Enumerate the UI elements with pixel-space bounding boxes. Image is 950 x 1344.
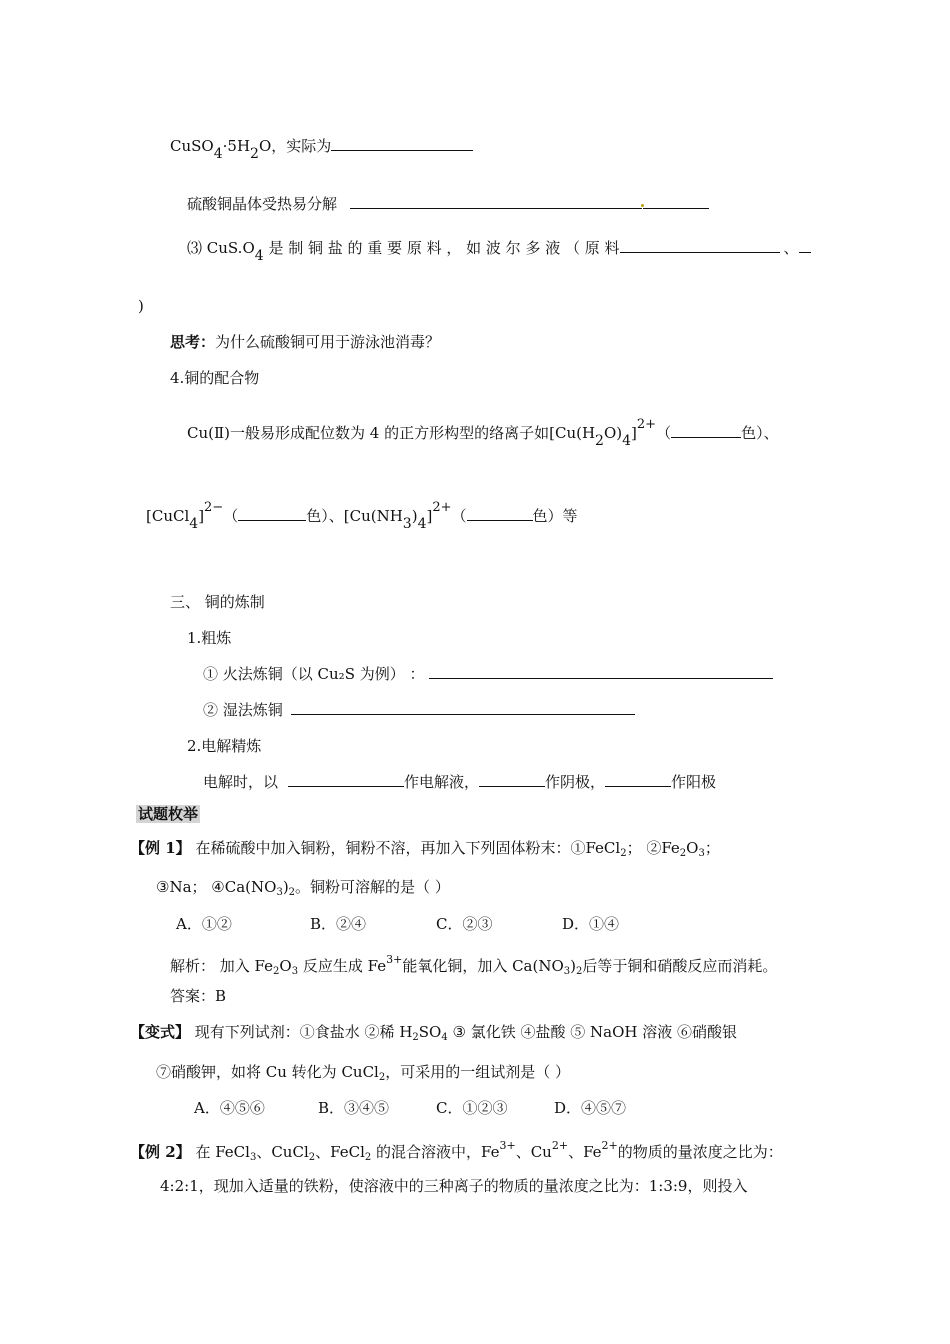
decompose-line	[187, 194, 709, 214]
text: )	[138, 297, 144, 315]
superscript: 2−	[204, 500, 224, 515]
subscript: 2	[412, 1032, 419, 1043]
subscript: 3	[698, 848, 705, 859]
example-1-line-2	[156, 877, 450, 903]
example-1-options	[176, 914, 619, 934]
think-line	[170, 332, 440, 352]
text: 电解时，以	[203, 773, 279, 791]
text: 、Fe	[568, 1143, 602, 1161]
text: ，可采用的一组试剂是（ ）	[385, 1063, 571, 1081]
example-tag: 【例 2】	[130, 1143, 191, 1161]
answer-blank[interactable]	[479, 772, 545, 787]
text: O)	[603, 424, 623, 442]
answer-blank[interactable]	[605, 772, 671, 787]
subscript: 2	[595, 433, 604, 449]
text: )	[411, 507, 418, 525]
text: 4:2:1，现加入适量的铁粉，使溶液中的三种离子的物质的量浓度之比为：1:3:9，则投入	[160, 1177, 748, 1195]
example-2-line-2	[160, 1176, 747, 1196]
text: （	[656, 424, 672, 442]
color-blank[interactable]	[671, 423, 741, 438]
text: 。铜粉可溶解的是（ ）	[295, 878, 450, 896]
text: Cu(Ⅱ)一般易形成配位数为 4 的正方形构型的络离子如[Cu(H	[187, 424, 596, 442]
superscript: 3+	[386, 953, 403, 966]
subscript: 4	[189, 516, 199, 532]
subscript: 3	[402, 516, 412, 532]
example-1-line-1	[130, 838, 720, 864]
text: ③Na； ④Ca(NO	[156, 878, 277, 896]
answer-blank[interactable]	[331, 136, 473, 151]
text: （	[451, 507, 467, 525]
subscript: 2	[250, 146, 259, 162]
text: ② 湿法炼铜	[203, 701, 283, 719]
text: ；	[704, 839, 720, 857]
subscript: 2	[364, 1152, 372, 1163]
subscript: 3	[249, 1152, 257, 1163]
text: ]	[631, 424, 637, 442]
cuso4-hydrate-line	[170, 136, 473, 164]
superscript: 3+	[499, 1139, 516, 1152]
text: ⑦硝酸钾，如将 Cu 转化为 CuCl	[156, 1063, 379, 1081]
subscript: 2	[576, 966, 583, 977]
answer-blank[interactable]	[288, 772, 404, 787]
text: 色）、	[741, 424, 779, 442]
variant-line-2	[156, 1062, 570, 1088]
electro-line	[203, 772, 716, 792]
text: 、FeCl	[315, 1143, 365, 1161]
example-2-line-1	[130, 1136, 783, 1168]
text: 作阴极，	[545, 773, 606, 791]
text: 作阳极	[671, 773, 717, 791]
subscript: 4	[417, 516, 427, 532]
superscript: 2+	[551, 1139, 569, 1152]
subscript: 4	[622, 433, 632, 449]
wet-refining-line	[203, 700, 635, 720]
text: 现有下列试剂：①食盐水 ②稀 H	[190, 1023, 413, 1041]
answer-blank[interactable]	[620, 238, 780, 253]
answer: 答案：B	[170, 987, 227, 1005]
example-1-analysis	[170, 950, 777, 982]
subscript: 3	[291, 966, 299, 977]
text: 是 制 铜 盐 的 重 要 原 料 ， 如 波 尔 多 液 （ 原 料	[268, 239, 620, 257]
section-label	[136, 804, 200, 824]
highlighted-label: 试题枚举	[138, 805, 199, 823]
subscript: 2	[273, 966, 280, 977]
example-1-answer	[170, 986, 226, 1006]
refining-heading	[170, 592, 265, 612]
complex-heading	[170, 368, 259, 388]
think-label: 思考：	[170, 333, 216, 351]
text: 解析： 加入 Fe	[170, 957, 274, 975]
option-b[interactable]: B．②④	[310, 915, 367, 933]
text: 在 FeCl	[190, 1143, 250, 1161]
separator: 、	[783, 239, 799, 257]
text: 的混合溶液中，Fe	[371, 1143, 500, 1161]
option-b[interactable]: B．③④⑤	[318, 1099, 390, 1117]
heading: 2.电解精炼	[187, 737, 262, 755]
answer-blank[interactable]	[799, 238, 811, 253]
text: CuS.O	[206, 239, 255, 257]
text: 色）、[Cu(NH	[306, 507, 403, 525]
heading: 三、 铜的炼制	[170, 593, 265, 611]
superscript: 2+	[636, 417, 657, 432]
text: 为什么硫酸铜可用于游泳池消毒？	[215, 333, 441, 351]
text: )	[570, 957, 577, 975]
example-tag: 【例 1】	[130, 839, 191, 857]
subscript: 2	[679, 848, 687, 859]
superscript: 2+	[432, 500, 452, 515]
text: O	[279, 957, 292, 975]
text: ]	[198, 507, 205, 525]
option-a[interactable]: A．④⑤⑥	[194, 1099, 265, 1117]
complex-line-1	[187, 415, 779, 451]
subscript: 2	[378, 1072, 386, 1083]
subscript: 3	[276, 887, 283, 898]
variant-options	[194, 1098, 626, 1118]
rough-heading	[187, 628, 231, 648]
text: ·5H	[222, 137, 251, 155]
text: 后等于铜和硝酸反应而消耗。	[582, 957, 778, 975]
heading: 4.铜的配合物	[170, 369, 260, 387]
subscript: 2	[288, 887, 296, 898]
subscript: 2	[308, 1152, 316, 1163]
option-d[interactable]: D．①④	[562, 915, 620, 933]
subscript: 2	[620, 848, 627, 859]
text: O	[686, 839, 699, 857]
electro-heading	[187, 736, 261, 756]
text: 作电解液，	[404, 773, 480, 791]
fire-refining-line	[203, 664, 773, 684]
color-blank[interactable]	[238, 506, 306, 521]
text: SO	[418, 1023, 442, 1041]
answer-blank[interactable]	[429, 664, 773, 679]
variant-tag: 【变式】	[130, 1023, 191, 1041]
subscript: 4	[254, 248, 264, 264]
text: 、CuCl	[256, 1143, 309, 1161]
text: 反应生成 Fe	[298, 957, 387, 975]
text: ③ 氯化铁 ④盐酸 ⑤ NaOH 溶液 ⑥硝酸银	[447, 1023, 738, 1041]
superscript: 2+	[601, 1139, 618, 1152]
color-blank[interactable]	[467, 506, 533, 521]
text: ]	[426, 507, 433, 525]
text: 硫酸铜晶体受热易分解	[187, 195, 338, 213]
subscript: 3	[563, 966, 571, 977]
text: 、Cu	[515, 1143, 552, 1161]
text: 能氧化铜，加入 Ca(NO	[402, 957, 564, 975]
item3-close	[138, 296, 144, 316]
answer-blank[interactable]	[643, 194, 709, 209]
option-a[interactable]: A．①②	[176, 915, 232, 933]
answer-blank[interactable]	[291, 700, 635, 715]
variant-line-1	[130, 1022, 737, 1048]
text: )	[282, 878, 289, 896]
answer-blank[interactable]	[350, 194, 642, 209]
heading: 1.粗炼	[187, 629, 232, 647]
text: CuSO	[170, 137, 214, 155]
text: [CuCl	[146, 507, 190, 525]
text: 在稀硫酸中加入铜粉，铜粉不溶，再加入下列固体粉末：①FeCl	[190, 839, 621, 857]
text: 的物质的量浓度之比为：	[617, 1143, 783, 1161]
complex-line-2	[146, 498, 578, 534]
text: ； ②Fe	[626, 839, 680, 857]
option-d[interactable]: D．④⑤⑦	[554, 1099, 627, 1117]
option-c[interactable]: C．②③	[436, 915, 493, 933]
subscript: 4	[213, 146, 223, 162]
item-number: ⑶	[187, 239, 203, 257]
text: O，实际为	[258, 137, 332, 155]
subscript: 4	[441, 1032, 448, 1043]
item3-line	[187, 238, 811, 266]
option-c[interactable]: C．①②③	[436, 1099, 508, 1117]
text: 色）等	[532, 507, 578, 525]
text: （	[223, 507, 239, 525]
text: ① 火法炼铜（以 Cu₂S 为例） ：	[203, 665, 425, 683]
